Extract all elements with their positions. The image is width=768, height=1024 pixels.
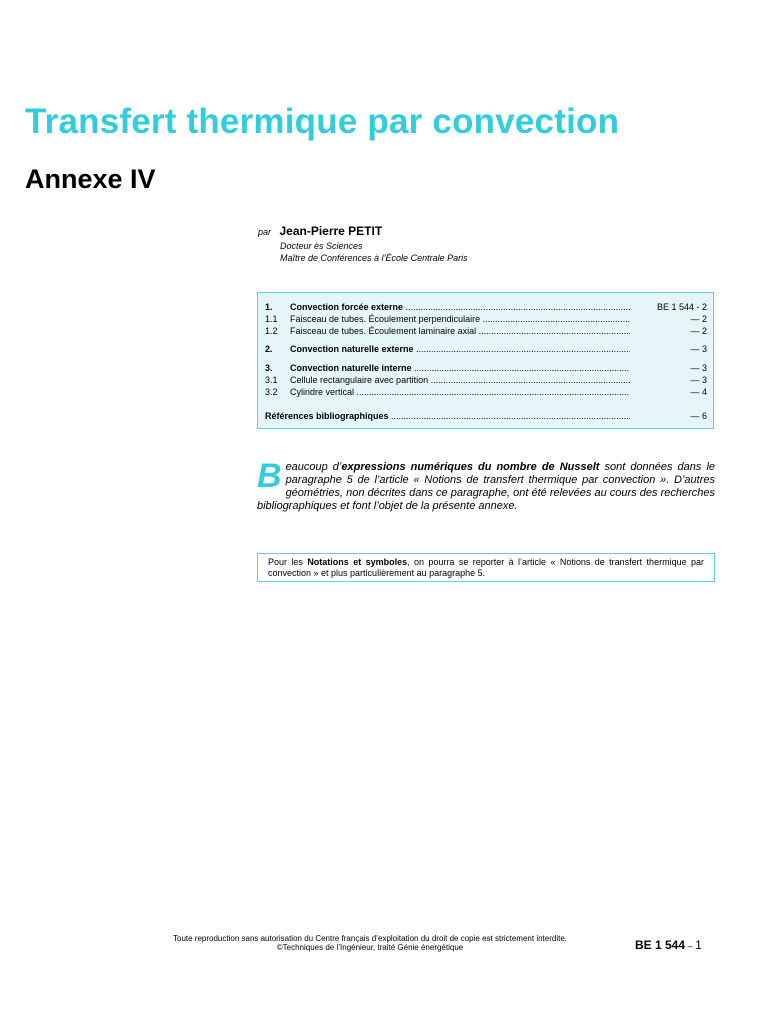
author-name: Jean-Pierre PETIT (279, 224, 383, 238)
toc-entry[interactable] (258, 386, 715, 398)
document-code: BE 1 544 (635, 938, 686, 952)
toc-page: — 4 (690, 387, 707, 397)
intro-emphasis: expressions numériques du nombre de Nusselt (341, 461, 600, 473)
toc-page: — 2 (690, 314, 707, 324)
toc-entry[interactable] (258, 343, 715, 355)
toc-title: Convection forcée externe ..... (290, 301, 630, 313)
intro-text-end: sont données dans le paragraphe 5 de l’article « Notions de transfert thermique par convection ». D’autres géométries, non décrites dans ce paragraphe, ont été relevées au cours des recherches bibliographiques et font l’objet de la présente annexe. (257, 461, 716, 512)
toc-number: 1. (265, 302, 273, 312)
toc-title: Convection naturelle externe ..... (290, 343, 630, 355)
copyright-notice (100, 934, 640, 952)
toc-title: Références bibliographiques ..... (265, 410, 630, 422)
notation-suffix: , on pourra se reporter à l’article « Notions de transfert thermique par convection » et plus particulièrement au paragraphe 5. (268, 557, 704, 578)
notation-prefix: Pour les (268, 557, 308, 567)
notation-note (257, 553, 715, 582)
toc-page: — 3 (690, 363, 707, 373)
annex-subtitle: Annexe IV (25, 164, 156, 194)
author-position: Maître de Conférences à l’École Centrale Paris (280, 253, 468, 263)
author-degree: Docteur ès Sciences (280, 241, 363, 251)
toc-number: 3.1 (265, 375, 278, 385)
page-number: 1 (695, 938, 702, 952)
toc-title: Faisceau de tubes. Écoulement laminaire axial ..... (290, 325, 630, 337)
toc-number: 3. (265, 363, 273, 373)
toc-page: — 2 (690, 326, 707, 336)
toc-page: — 3 (690, 344, 707, 354)
document-reference (635, 938, 702, 952)
notation-bold: Notations et symboles (307, 557, 408, 567)
toc-number: 3.2 (265, 387, 278, 397)
toc-entry[interactable] (258, 362, 715, 374)
intro-paragraph (257, 457, 716, 513)
author-block (258, 222, 468, 264)
toc-entry[interactable] (258, 325, 715, 337)
toc-entry[interactable] (258, 374, 715, 386)
toc-title: Cellule rectangulaire avec partition ..... (290, 374, 630, 386)
table-of-contents (257, 292, 714, 429)
toc-title: Cylindre vertical ..... (290, 386, 630, 398)
drop-cap: B (257, 457, 282, 495)
page-separator: – (685, 941, 696, 951)
toc-number: 1.2 (265, 326, 278, 336)
toc-title: Faisceau de tubes. Écoulement perpendiculaire ..... (290, 313, 630, 325)
author-par-label: par (258, 227, 272, 237)
intro-text-start: eaucoup d’ (285, 461, 342, 473)
page-title: Transfert thermique par convection (25, 102, 620, 141)
toc-number: 2. (265, 344, 273, 354)
copyright-line: Toute reproduction sans autorisation du Centre français d’exploitation du droit de copie est strictement interdite. (173, 934, 567, 943)
toc-title: Convection naturelle interne ..... (290, 362, 630, 374)
toc-page: BE 1 544 - 2 (656, 302, 707, 312)
toc-page: — 3 (690, 375, 707, 385)
toc-entry[interactable] (258, 301, 715, 313)
toc-number: 1.1 (265, 314, 278, 324)
publisher-line: ©Techniques de l’Ingénieur, traité Génie énergétique (276, 943, 464, 952)
toc-entry[interactable] (258, 313, 715, 325)
toc-entry[interactable] (258, 410, 715, 422)
toc-page: — 6 (690, 411, 707, 421)
